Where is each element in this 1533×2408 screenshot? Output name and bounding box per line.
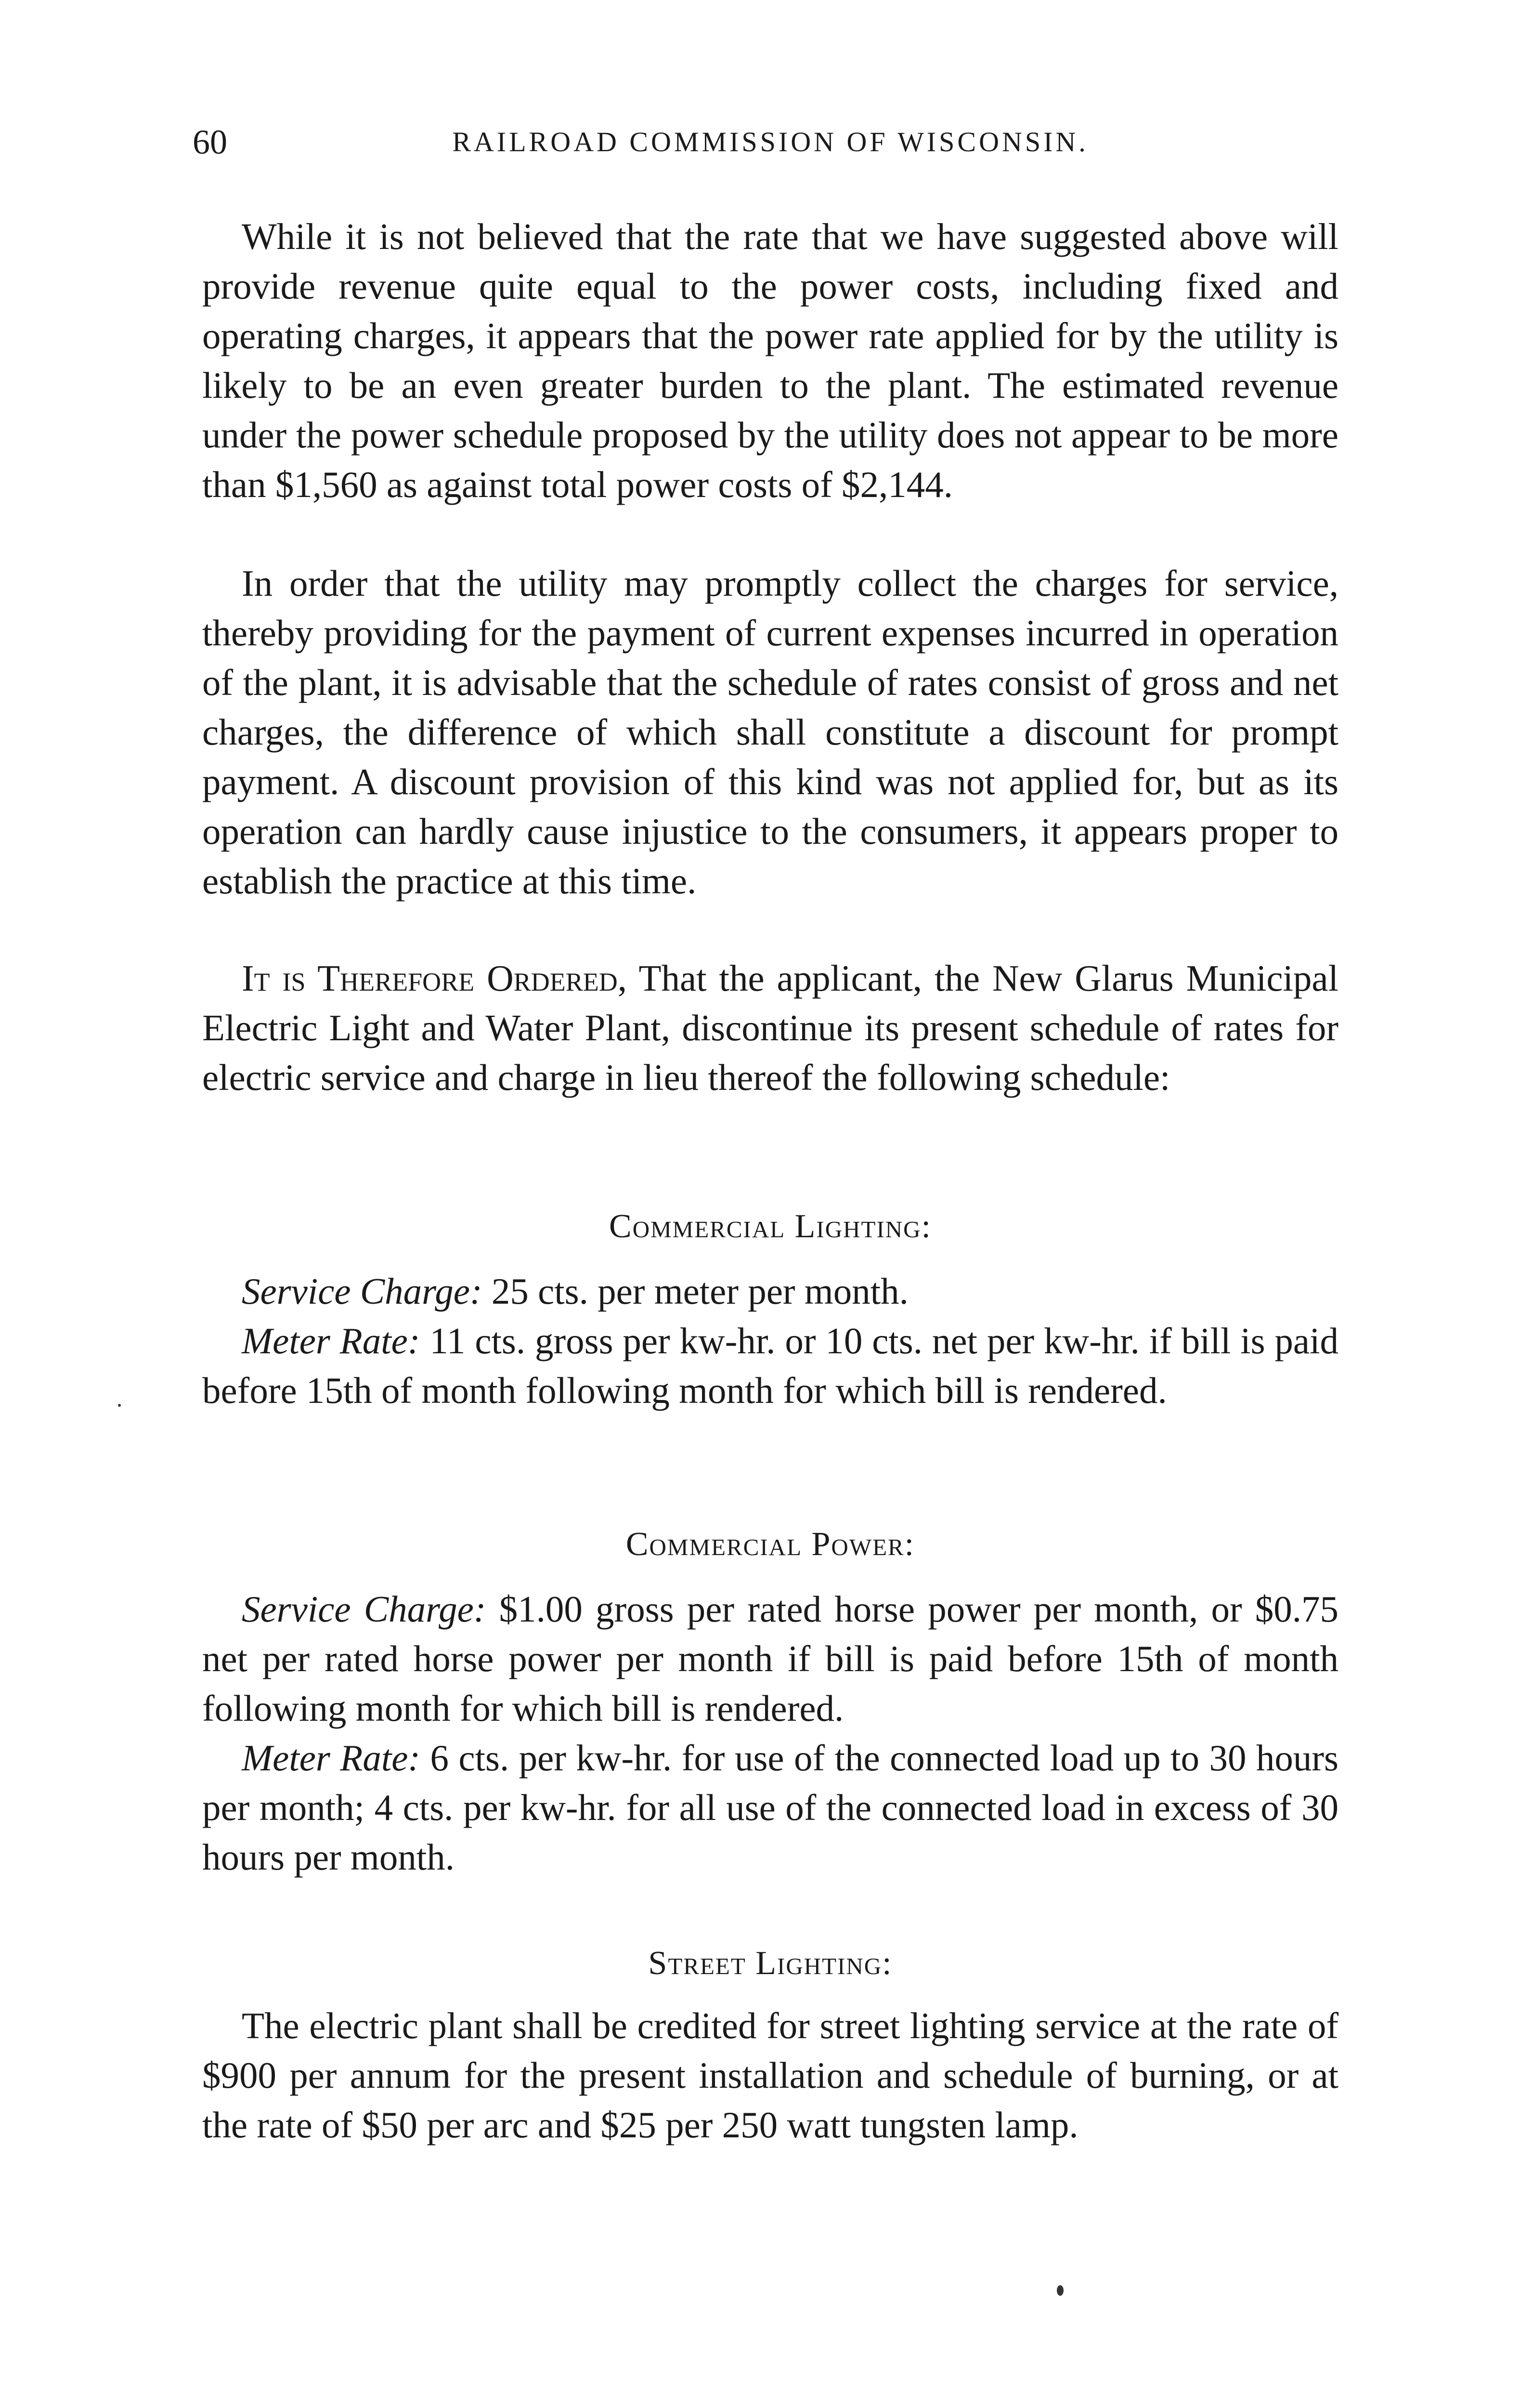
item-text: $1.00 gross per rated horse power per month, or $0.75 net per rated horse power per month if bill is paid before 15th of month following month for which bill is rendered.	[202, 1588, 1338, 1729]
paragraph-text	[202, 954, 1338, 1102]
section-heading: Commercial Lighting:	[609, 1208, 932, 1245]
item-label: Meter Rate:	[242, 1320, 420, 1361]
paragraph-revenue	[202, 212, 1338, 510]
paragraph-discount	[202, 559, 1338, 906]
running-head	[193, 120, 1348, 164]
heading-commercial-power	[202, 1519, 1338, 1569]
section-heading: Street Lighting:	[648, 1945, 893, 1982]
running-title: RAILROAD COMMISSION OF WISCONSIN.	[452, 126, 1089, 157]
item-text: 25 cts. per meter per month.	[482, 1270, 909, 1312]
item-text: 11 cts. gross per kw-hr. or 10 cts. net per kw-hr. if bill is paid before 15th of month following month for which bill is rendered.	[202, 1320, 1338, 1411]
page-number: 60	[193, 123, 227, 161]
schedule-commercial-lighting	[202, 1267, 1338, 1415]
section-heading: Commercial Power:	[625, 1526, 915, 1563]
schedule-item: The electric plant shall be credited for street lighting service at the rate of $900 per annum for the present installation and schedule of burning, or at the rate of $50 per arc and $25 per 250 watt tungsten lamp.	[202, 2005, 1338, 2146]
item-label: Service Charge:	[242, 1588, 486, 1630]
paragraph-text: While it is not believed that the rate that we have suggested above will provide revenue quite equal to the power costs, including fixed and operating charges, it appears that the power rate applied for by the utility is likely to be an even greater burden to the plant. The estimated revenue under the power schedule proposed by the utility does not appear to be more than $1,560 as against total power costs of $2,144.	[202, 216, 1338, 505]
ink-speck	[1057, 2285, 1064, 2296]
item-label: Service Charge:	[242, 1270, 482, 1312]
order-text: That the applicant, the New Glarus Municipal Electric Light and Water Plant, discontinue its present schedule of rates for electric service and charge in lieu thereof the following schedule:	[202, 957, 1338, 1098]
item-label: Meter Rate:	[242, 1737, 421, 1779]
schedule-item	[202, 1316, 1338, 1415]
paragraph-order	[202, 954, 1338, 1102]
ink-speck	[118, 1404, 121, 1407]
schedule-item	[202, 1267, 1338, 1316]
item-text: 6 cts. per kw-hr. for use of the connected load up to 30 hours per month; 4 cts. per kw-hr. for all use of the connected load in excess of 30 hours per month.	[202, 1737, 1338, 1878]
schedule-street-lighting	[202, 2001, 1338, 2150]
paragraph-text: In order that the utility may promptly collect the charges for service, thereby providing for the payment of current expenses incurred in operation of the plant, it is advisable that the schedule of rates consist of gross and net charges, the difference of which shall constitute a discount for prompt payment. A discount provision of this kind was not applied for, but as its operation can hardly cause injustice to the consumers, it appears proper to establish the practice at this time.	[202, 563, 1338, 902]
schedule-item	[202, 1584, 1338, 1733]
schedule-commercial-power	[202, 1584, 1338, 1882]
heading-commercial-lighting	[202, 1202, 1338, 1251]
schedule-item	[202, 1733, 1338, 1882]
heading-street-lighting	[202, 1938, 1338, 1988]
order-lead: It is Therefore Ordered,	[242, 957, 627, 999]
